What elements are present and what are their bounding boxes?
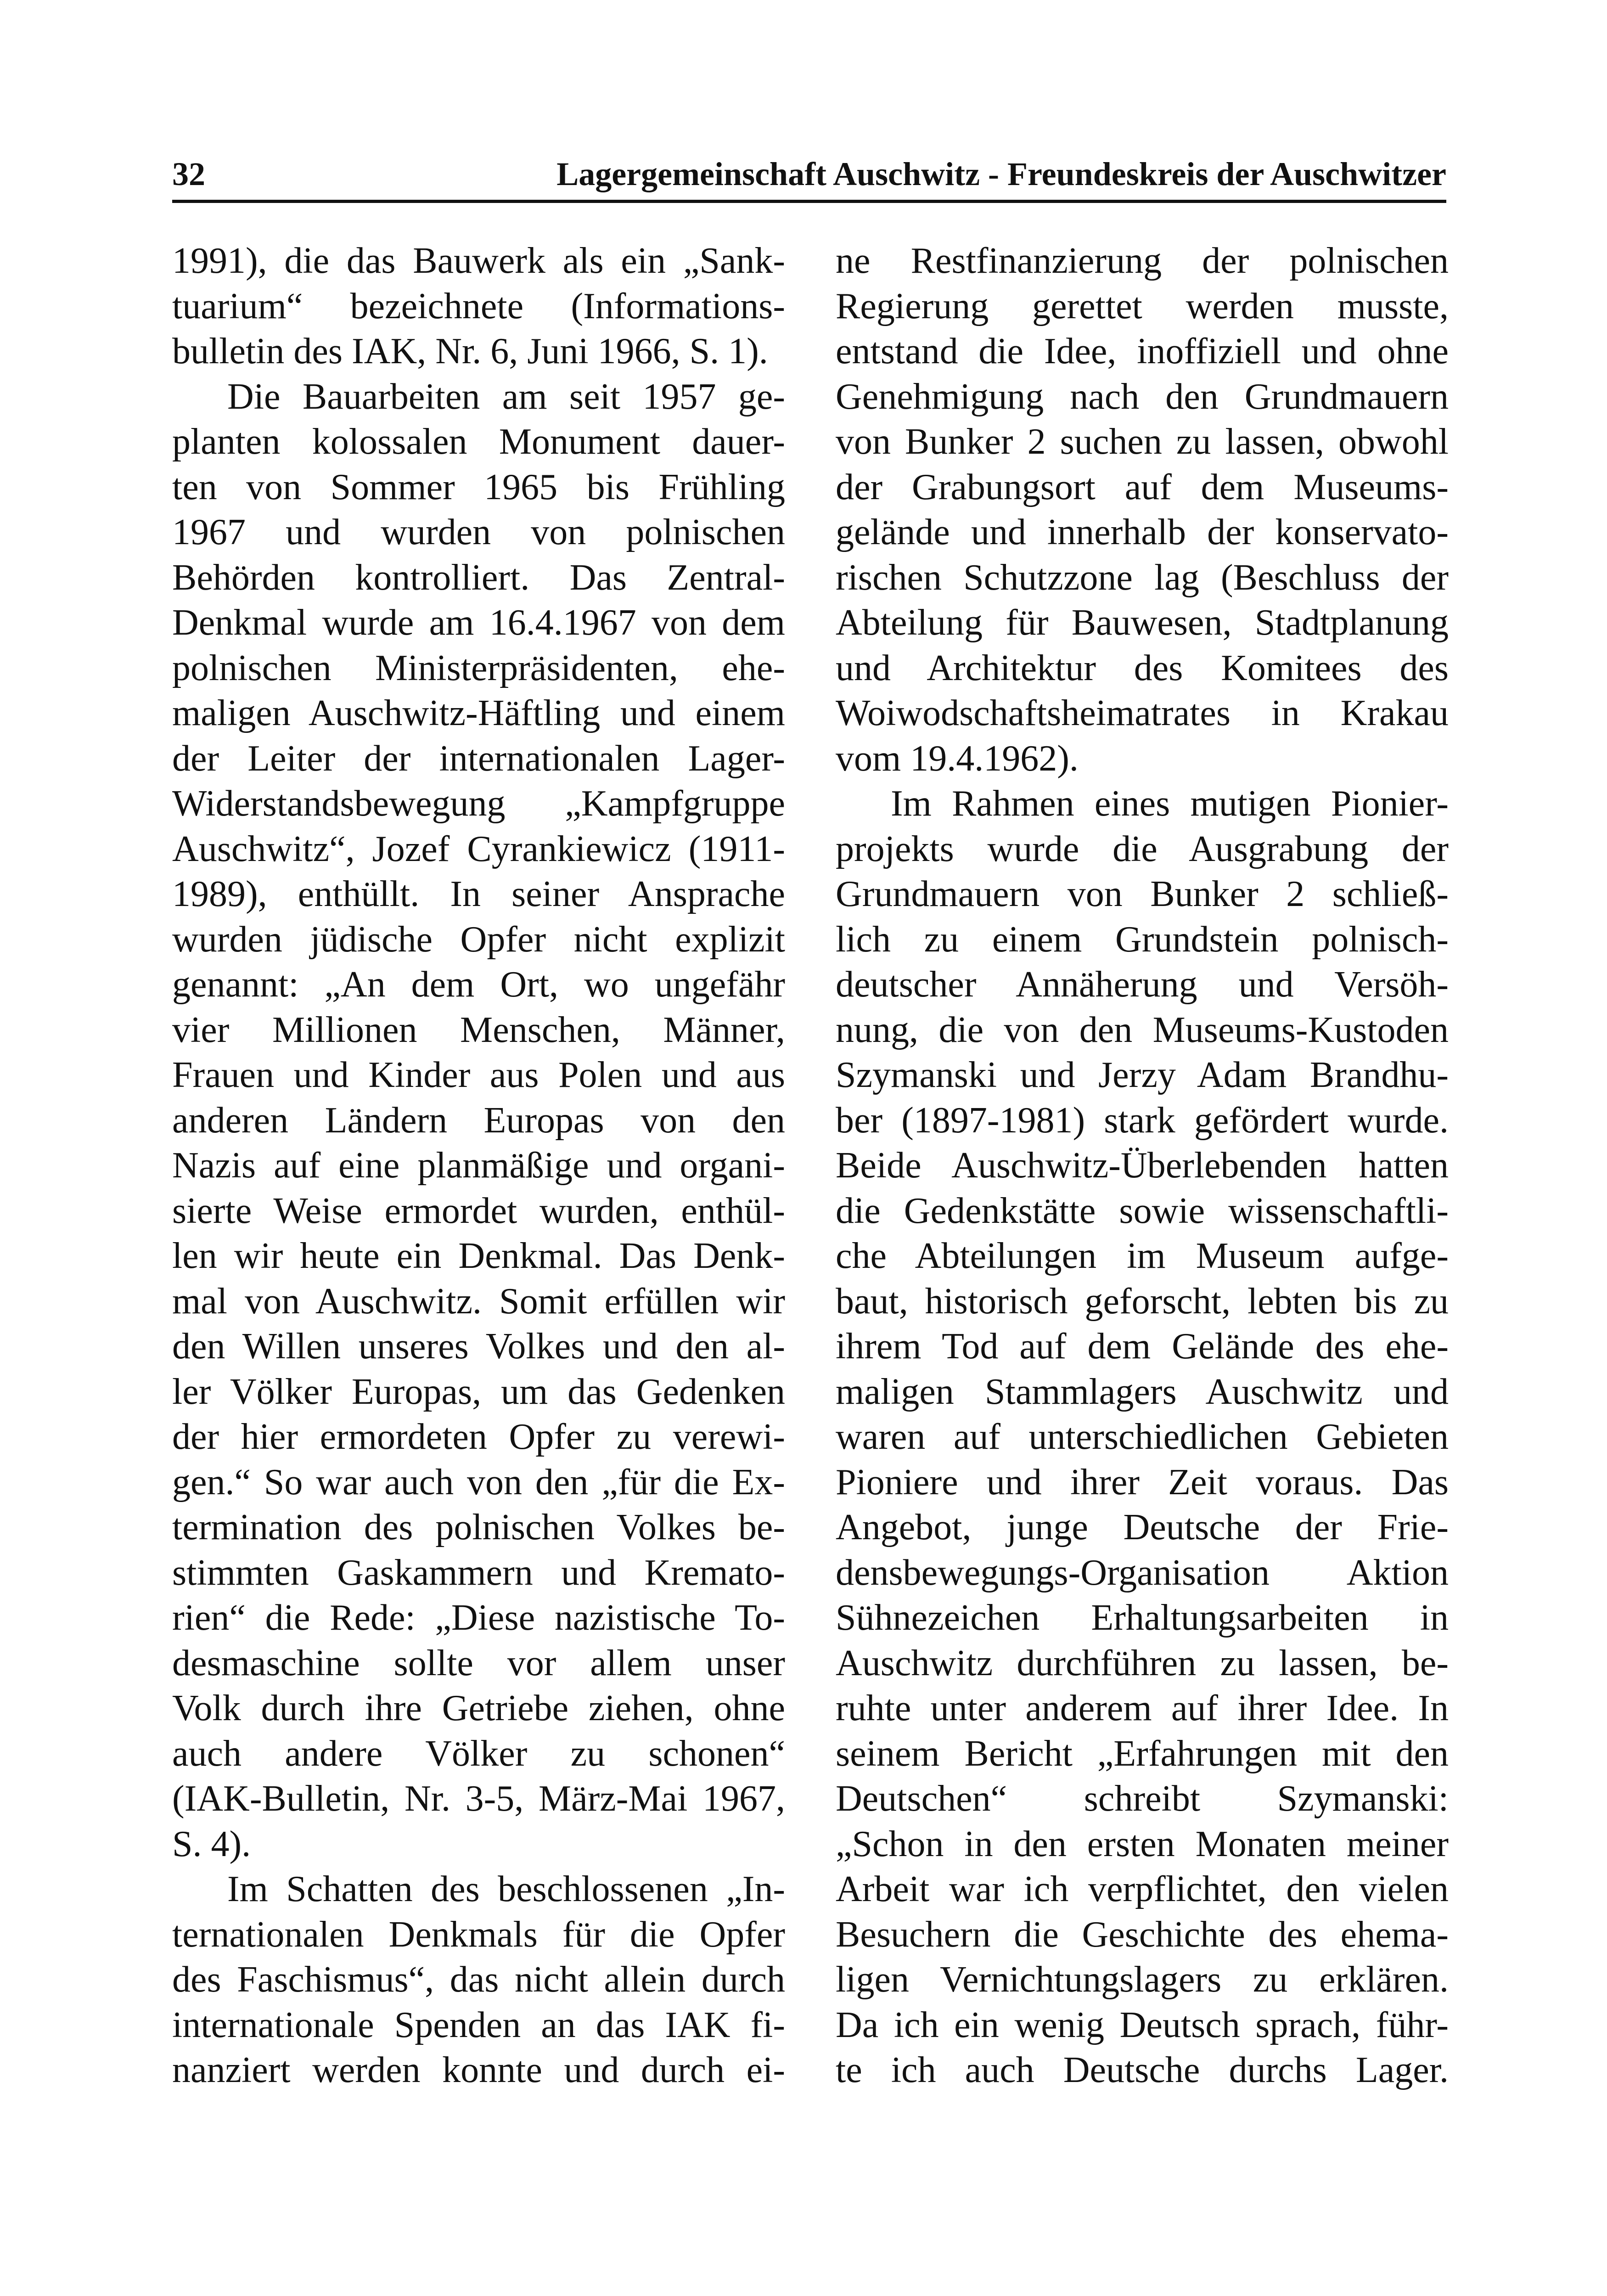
text-line: ber (1897-1981) stark gefördert wurde. [836,1100,1449,1141]
text-line: vom 19.4.1962). [836,738,1079,779]
text-line: Arbeit war ich verpflichtet, den vielen [836,1869,1449,1909]
text-line: rischen Schutzzone lag (Beschluss der [836,557,1449,598]
text-line: tuarium“ bezeichnete (Informations- [172,286,785,326]
right-text-column [836,238,1449,2093]
text-line: ihrem Tod auf dem Gelände des ehe- [836,1326,1449,1367]
text-line: Im Rahmen eines mutigen Pionier- [891,783,1449,824]
text-line: die Gedenkstätte sowie wissenschaftli- [836,1190,1449,1231]
text-line: maligen Auschwitz-Häftling und einem [172,693,785,733]
text-line: stimmten Gaskammern und Kremato- [172,1552,785,1593]
text-line: des Faschismus“, das nicht allein durch [172,1959,785,2000]
text-line: auch andere Völker zu schonen“ [172,1733,785,1774]
text-line: Widerstandsbewegung „Kampfgruppe [172,783,785,824]
text-line: der hier ermordeten Opfer zu verewi- [172,1417,785,1457]
text-line: Beide Auschwitz-Überlebenden hatten [836,1145,1449,1186]
text-line: Sühnezeichen Erhaltungsarbeiten in [836,1598,1449,1638]
left-text-column [172,238,785,2093]
text-line: Auschwitz“, Jozef Cyrankiewicz (1911- [172,828,785,869]
text-line: anderen Ländern Europas von den [172,1100,785,1141]
text-line: nung, die von den Museums-Kustoden [836,1009,1449,1050]
text-line: Abteilung für Bauwesen, Stadtplanung [836,602,1449,643]
text-line: von Bunker 2 suchen zu lassen, obwohl [836,422,1449,462]
text-line: Besuchern die Geschichte des ehema- [836,1914,1449,1955]
text-line: S. 4). [172,1823,251,1864]
text-line: der Leiter der internationalen Lager- [172,738,785,779]
text-line: Denkmal wurde am 16.4.1967 von dem [172,602,785,643]
text-line: Nazis auf eine planmäßige und organi- [172,1145,785,1186]
text-line: den Willen unseres Volkes und den al- [172,1326,785,1367]
text-line: und Architektur des Komitees des [836,647,1449,688]
text-line: Die Bauarbeiten am seit 1957 ge- [227,376,785,417]
page-number: 32 [172,156,205,192]
text-line: ten von Sommer 1965 bis Frühling [172,467,785,507]
text-line: gen.“ So war auch von den „für die Ex- [172,1462,785,1503]
text-line: der Grabungsort auf dem Museums- [836,467,1449,507]
text-line: Regierung gerettet werden musste, [836,286,1449,326]
text-line: ler Völker Europas, um das Gedenken [172,1371,785,1412]
text-line: sierte Weise ermordet wurden, enthül- [172,1190,785,1231]
text-line: Da ich ein wenig Deutsch sprach, führ- [836,2004,1449,2045]
text-line: Frauen und Kinder aus Polen und aus [172,1055,785,1095]
text-line: Pioniere und ihrer Zeit voraus. Das [836,1462,1449,1503]
text-line: baut, historisch geforscht, lebten bis zu [836,1281,1449,1322]
text-line: nanziert werden konnte und durch ei- [172,2050,785,2090]
text-line: Woiwodschaftsheimatrates in Krakau [836,693,1449,733]
text-line: polnischen Ministerpräsidenten, ehe- [172,647,785,688]
text-line: Genehmigung nach den Grundmauern [836,376,1449,417]
text-line: che Abteilungen im Museum aufge- [836,1236,1449,1276]
text-line: Im Schatten des beschlossenen „In- [227,1869,785,1909]
text-line: projekts wurde die Ausgrabung der [836,828,1449,869]
text-line: ruhte unter anderem auf ihrer Idee. In [836,1688,1449,1728]
text-line: maligen Stammlagers Auschwitz und [836,1371,1449,1412]
text-line: seinem Bericht „Erfahrungen mit den [836,1733,1449,1774]
text-line: rien“ die Rede: „Diese nazistische To- [172,1598,785,1638]
text-line: Grundmauern von Bunker 2 schließ- [836,874,1449,914]
text-line: „Schon in den ersten Monaten meiner [836,1823,1449,1864]
text-line: wurden jüdische Opfer nicht explizit [172,919,785,960]
text-line: 1967 und wurden von polnischen [172,512,785,552]
text-line: mal von Auschwitz. Somit erfüllen wir [172,1281,785,1322]
text-line: Angebot, junge Deutsche der Frie- [836,1507,1449,1548]
text-line: deutscher Annäherung und Versöh- [836,964,1449,1005]
text-line: ternationalen Denkmals für die Opfer [172,1914,785,1955]
text-line: lich zu einem Grundstein polnisch- [836,919,1449,960]
text-line: (IAK-Bulletin, Nr. 3-5, März-Mai 1967, [172,1778,785,1819]
text-line: bulletin des IAK, Nr. 6, Juni 1966, S. 1). [172,331,768,371]
text-line: gelände und innerhalb der konservato- [836,512,1449,552]
text-line: densbewegungs-Organisation Aktion [836,1552,1449,1593]
text-line: termination des polnischen Volkes be- [172,1507,785,1548]
text-line: ne Restfinanzierung der polnischen [836,241,1449,281]
text-line: genannt: „An dem Ort, wo ungefähr [172,964,785,1005]
running-head: Lagergemeinschaft Auschwitz - Freundeskreis der Auschwitzer [556,156,1446,192]
text-line: vier Millionen Menschen, Männer, [172,1009,785,1050]
text-line: Szymanski und Jerzy Adam Brandhu- [836,1055,1449,1095]
text-line: entstand die Idee, inoffiziell und ohne [836,331,1449,371]
page-header [172,149,1446,203]
text-line: desmaschine sollte vor allem unser [172,1643,785,1683]
text-line: waren auf unterschiedlichen Gebieten [836,1417,1449,1457]
text-line: Deutschen“ schreibt Szymanski: [836,1778,1449,1819]
text-line: planten kolossalen Monument dauer- [172,422,785,462]
text-line: te ich auch Deutsche durchs Lager. [836,2050,1449,2090]
text-line: internationale Spenden an das IAK fi- [172,2004,785,2045]
text-line: len wir heute ein Denkmal. Das Denk- [172,1236,785,1276]
text-line: 1991), die das Bauwerk als ein „Sank- [172,241,785,281]
text-line: Auschwitz durchführen zu lassen, be- [836,1643,1449,1683]
text-line: Behörden kontrolliert. Das Zentral- [172,557,785,598]
text-line: Volk durch ihre Getriebe ziehen, ohne [172,1688,785,1728]
text-line: ligen Vernichtungslagers zu erklären. [836,1959,1449,2000]
text-line: 1989), enthüllt. In seiner Ansprache [172,874,785,914]
